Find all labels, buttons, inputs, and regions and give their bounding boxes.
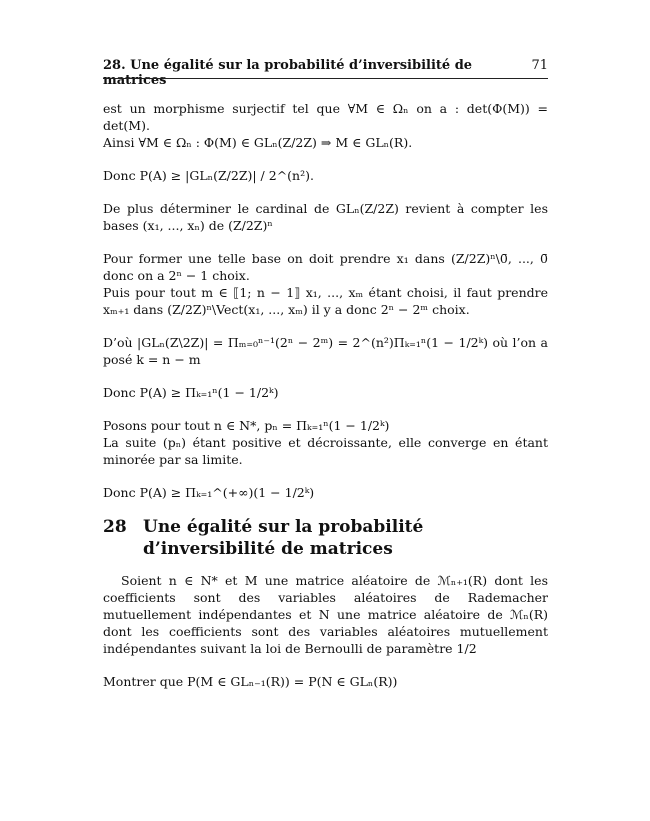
paragraph xyxy=(103,167,548,184)
text-line: est un morphisme surjectif tel que ∀M ∈ Ωₙ on a : det(Φ(M)) = det(M). xyxy=(103,101,548,133)
text-line: La suite (pₙ) étant positive et décroissante, elle converge en étant minorée par sa limite. xyxy=(103,435,548,467)
problem-question: Montrer que P(M ∈ GLₙ₋₁(R)) = P(N ∈ GLₙ(R)) xyxy=(103,674,398,689)
header-rule xyxy=(103,78,548,79)
problem-body xyxy=(103,572,548,706)
section-number: 28 xyxy=(103,517,127,537)
text-line: Ainsi ∀M ∈ Ωₙ : Φ(M) ∈ GLₙ(Z/2Z) ⇒ M ∈ GLₙ(R). xyxy=(103,135,413,150)
text-line: Posons pour tout n ∈ N*, pₙ = Πₖ₌₁ⁿ(1 − 1/2ᵏ) xyxy=(103,418,390,433)
paragraph xyxy=(103,484,548,501)
paragraph xyxy=(103,334,548,368)
paragraph xyxy=(103,250,548,318)
paragraph xyxy=(103,200,548,234)
text-line: Donc P(A) ≥ Πₖ₌₁^(+∞)(1 − 1/2ᵏ) xyxy=(103,485,315,500)
paragraph xyxy=(103,417,548,468)
text-line: Donc P(A) ≥ Πₖ₌₁ⁿ(1 − 1/2ᵏ) xyxy=(103,385,279,400)
paragraph xyxy=(103,100,548,151)
text-line: Pour former une telle base on doit prendre x₁ dans (Z/2Z)ⁿ\0̄, ..., 0̄ donc on a 2ⁿ − 1 choix. xyxy=(103,251,548,283)
problem-statement: Soient n ∈ N* et M une matrice aléatoire de ℳₙ₊₁(R) dont les coefficients sont des variables aléatoires de Rademacher mutuellement indépendantes et N une matrice aléatoire de ℳₙ(R) dont les coefficients sont des variables aléatoires mutuellement indépendantes suivant la loi de Bernoulli de paramètre 1/2 xyxy=(103,573,548,656)
text-line: Puis pour tout m ∈ ⟦1; n − 1⟧ x₁, ..., xₘ étant choisi, il faut prendre xₘ₊₁ dans (Z/2Z)ⁿ\Vect(x₁, ..., xₘ) il y a donc 2ⁿ − 2ᵐ choix. xyxy=(103,285,548,317)
section-heading xyxy=(103,516,548,560)
running-title: 28. Une égalité sur la probabilité d’inversibilité de matrices xyxy=(103,58,473,88)
section-title: Une égalité sur la probabilité d’inversibilité de matrices xyxy=(143,517,424,559)
page-number: 71 xyxy=(531,58,548,73)
text-line: Donc P(A) ≥ |GLₙ(Z/2Z)| / 2^(n²). xyxy=(103,168,314,183)
proof-body xyxy=(103,100,548,501)
text-line: De plus déterminer le cardinal de GLₙ(Z/2Z) revient à compter les bases (x₁, ..., xₙ) de (Z/2Z)ⁿ xyxy=(103,201,548,233)
text-line: D’où |GLₙ(Z\2Z)| = Πₘ₌₀ⁿ⁻¹(2ⁿ − 2ᵐ) = 2^(n²)Πₖ₌₁ⁿ(1 − 1/2ᵏ) où l’on a posé k = n − m xyxy=(103,335,548,367)
paragraph xyxy=(103,384,548,401)
running-header xyxy=(103,58,548,88)
